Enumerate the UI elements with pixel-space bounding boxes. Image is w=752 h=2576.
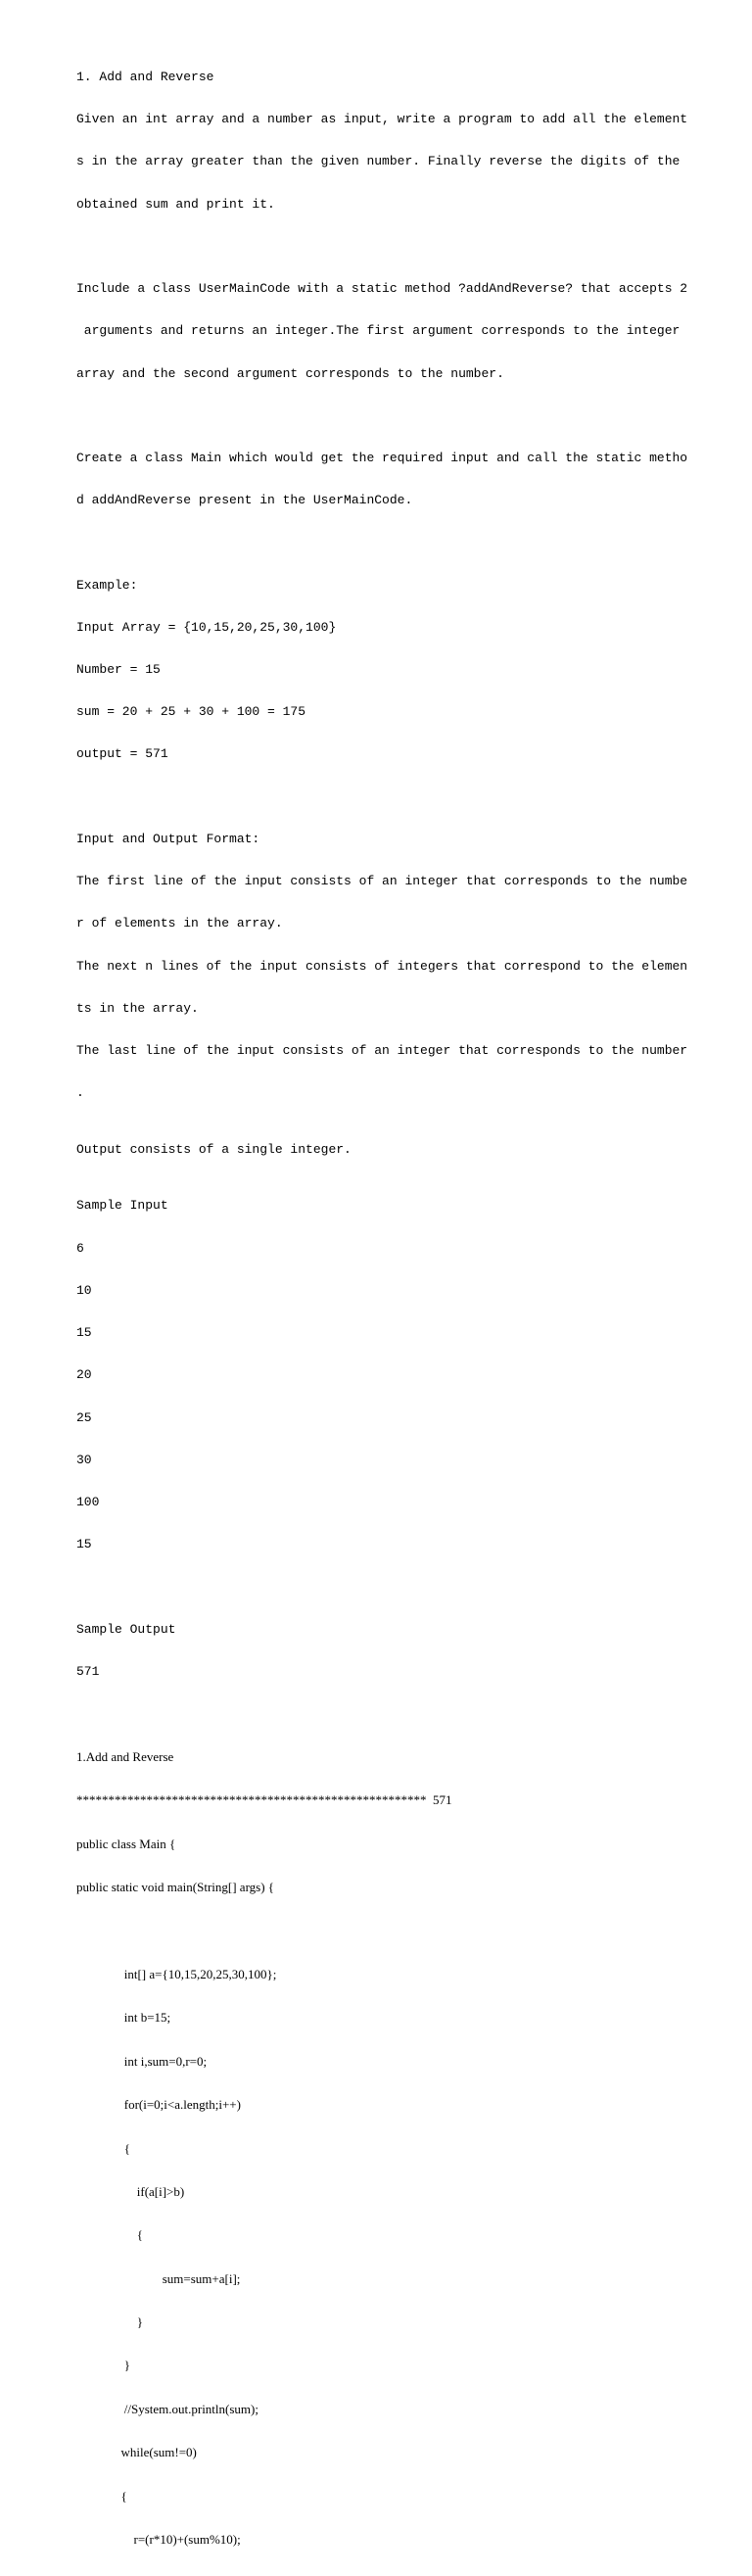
text-line: Create a class Main which would get the required input and call the static metho [76, 450, 688, 465]
sample-input-line: 20 [76, 1367, 92, 1383]
text-line: obtained sum and print it. [76, 196, 275, 212]
sample-input-line: 15 [76, 1537, 92, 1552]
text-line: The first line of the input consists of an integer that corresponds to the numbe [76, 874, 688, 889]
code-line: sum=sum+a[i]; [76, 2270, 241, 2286]
sample-input-section [76, 1171, 723, 1581]
text-line: d addAndReverse present in the UserMainCode. [76, 493, 413, 508]
code-line: { [76, 2488, 127, 2504]
code-line: while(sum!=0) [76, 2445, 197, 2460]
example-section [76, 550, 723, 790]
text-line: Given an int array and a number as input, write a program to add all the element [76, 112, 688, 127]
code-line: if(a[i]>b) [76, 2183, 185, 2199]
sample-input-line: 30 [76, 1452, 92, 1467]
text-line: output = 571 [76, 746, 168, 762]
text-line: array and the second argument corresponds to the number. [76, 365, 504, 381]
code-line: } [76, 2314, 143, 2330]
output-description: Output consists of a single integer. [76, 1141, 352, 1157]
text-line: r of elements in the array. [76, 916, 283, 931]
text-line: . [76, 1085, 84, 1101]
io-format-heading: Input and Output Format: [76, 831, 260, 846]
code-line: //System.out.println(sum); [76, 2401, 258, 2416]
sample-input-heading: Sample Input [76, 1198, 168, 1214]
text-line: Number = 15 [76, 662, 161, 678]
separator-line: ******************************************************* 571 [76, 1792, 452, 1808]
main-specification [76, 423, 723, 536]
text-line: The last line of the input consists of an integer that corresponds to the number [76, 1042, 688, 1058]
text-line: arguments and returns an integer.The first argument corresponds to the integer [76, 323, 681, 339]
document-page [76, 71, 723, 2576]
text-line: ts in the array. [76, 1000, 199, 1016]
code-line: { [76, 2140, 130, 2156]
code-line: } [76, 2358, 130, 2373]
solution-title: 1.Add and Reverse [76, 1749, 174, 1764]
problem-title: 1. Add and Reverse [76, 70, 214, 84]
code-line: for(i=0;i<a.length;i++) [76, 2097, 241, 2113]
sample-input-line: 6 [76, 1240, 84, 1256]
code-line: public static void main(String[] args) { [76, 1880, 275, 1895]
example-heading: Example: [76, 577, 138, 593]
sample-input-line: 10 [76, 1282, 92, 1298]
problem-description [76, 84, 723, 239]
code-line: int[] a={10,15,20,25,30,100}; [76, 1966, 277, 1981]
solution-section [76, 1721, 723, 2576]
sample-output-heading: Sample Output [76, 1621, 176, 1637]
sample-input-line: 15 [76, 1325, 92, 1341]
sample-input-line: 25 [76, 1409, 92, 1425]
code-line: { [76, 2227, 143, 2243]
sample-output-line: 571 [76, 1663, 100, 1679]
code-line [76, 1925, 723, 1939]
code-line: public class Main { [76, 1836, 176, 1851]
code-line: int i,sum=0,r=0; [76, 2053, 208, 2069]
text-line: sum = 20 + 25 + 30 + 100 = 175 [76, 704, 306, 720]
sample-output-section [76, 1595, 723, 1707]
text-line: s in the array greater than the given number. Finally reverse the digits of the [76, 154, 681, 169]
text-line: Include a class UserMainCode with a static method ?addAndReverse? that accepts 2 [76, 281, 688, 297]
text-line: The next n lines of the input consists of integers that correspond to the elemen [76, 958, 688, 974]
text-line: Input Array = {10,15,20,25,30,100} [76, 619, 337, 635]
io-format-section [76, 804, 723, 1128]
code-line: int b=15; [76, 2010, 171, 2026]
sample-input-line: 100 [76, 1494, 100, 1509]
code-line: r=(r*10)+(sum%10); [76, 2532, 241, 2548]
class-specification [76, 254, 723, 408]
